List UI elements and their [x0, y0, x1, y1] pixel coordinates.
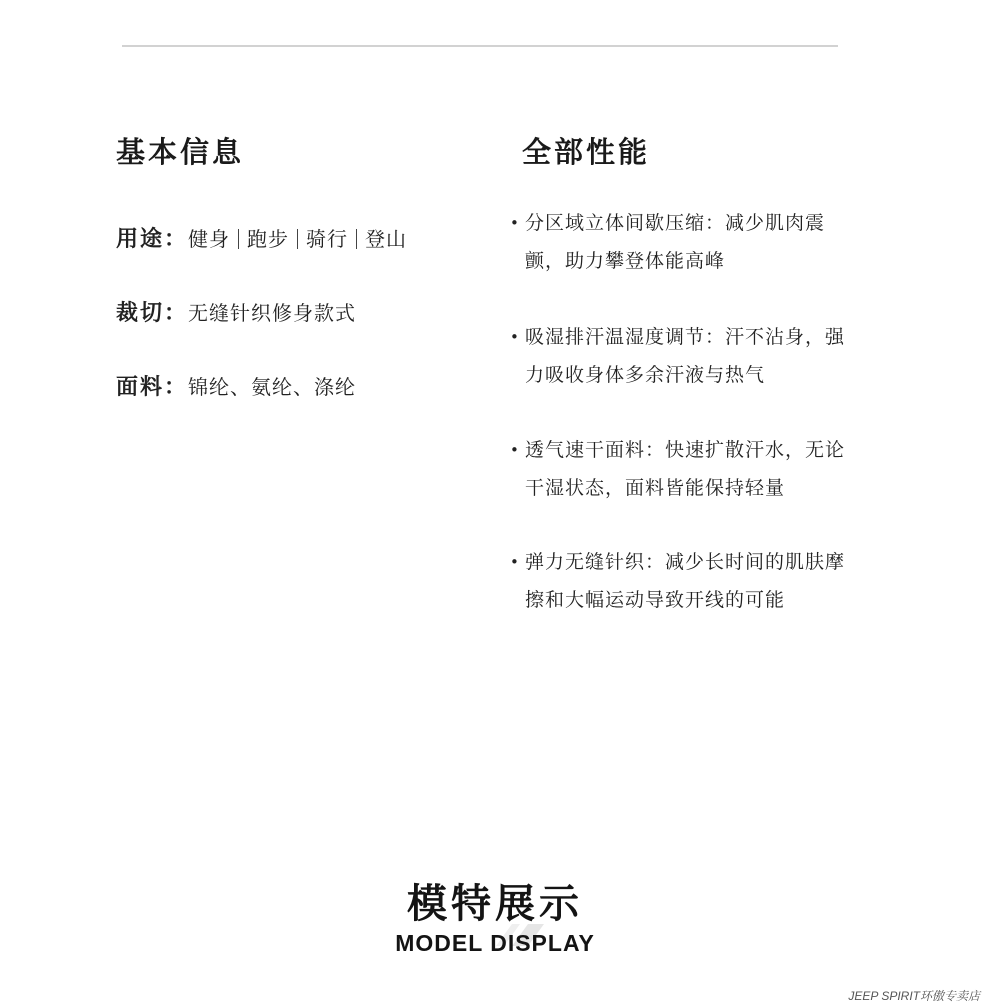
usage-value-3: 骑行 — [306, 227, 349, 251]
bullet-icon: • — [510, 553, 520, 571]
bullet-icon: • — [510, 214, 520, 232]
cut-row — [116, 296, 356, 327]
feature-text: 分区域立体间歇压缩：减少肌肉震颤，助力攀登体能高峰 — [525, 212, 826, 272]
usage-value-2: 跑步 — [247, 227, 290, 251]
feature-text: 吸湿排汗温湿度调节：汗不沾身，强力吸收身体多余汗液与热气 — [525, 326, 846, 386]
model-display-subtitle: MODEL DISPLAY — [395, 930, 595, 956]
feature-text: 透气速干面料：快速扩散汗水，无论干湿状态，面料皆能保持轻量 — [525, 439, 846, 499]
fabric-value: 锦纶、氨纶、涤纶 — [188, 375, 357, 399]
cut-label: 裁切： — [116, 301, 189, 326]
top-divider — [122, 45, 838, 47]
fabric-label: 面料： — [116, 375, 189, 400]
feature-item — [510, 431, 845, 507]
usage-label: 用途： — [116, 227, 189, 252]
usage-row — [116, 222, 407, 253]
bullet-icon: • — [510, 441, 520, 459]
performance-title: 全部性能 — [522, 135, 651, 169]
store-watermark: JEEP SPIRIT环傲专卖店 — [848, 989, 980, 1003]
bullet-icon: • — [510, 328, 520, 346]
feature-item — [510, 543, 845, 619]
separator — [297, 229, 298, 249]
basic-info-title: 基本信息 — [116, 135, 245, 169]
feature-text: 弹力无缝针织：减少长时间的肌肤摩擦和大幅运动导致开线的可能 — [525, 551, 846, 611]
feature-item — [510, 204, 845, 280]
usage-value-4: 登山 — [365, 227, 408, 251]
usage-value-1: 健身 — [188, 227, 231, 251]
separator — [238, 229, 239, 249]
separator — [356, 229, 357, 249]
cut-value: 无缝针织修身款式 — [188, 301, 357, 325]
feature-item — [510, 318, 845, 394]
fabric-row — [116, 370, 356, 401]
model-display-title: 模特展示 — [407, 881, 583, 927]
